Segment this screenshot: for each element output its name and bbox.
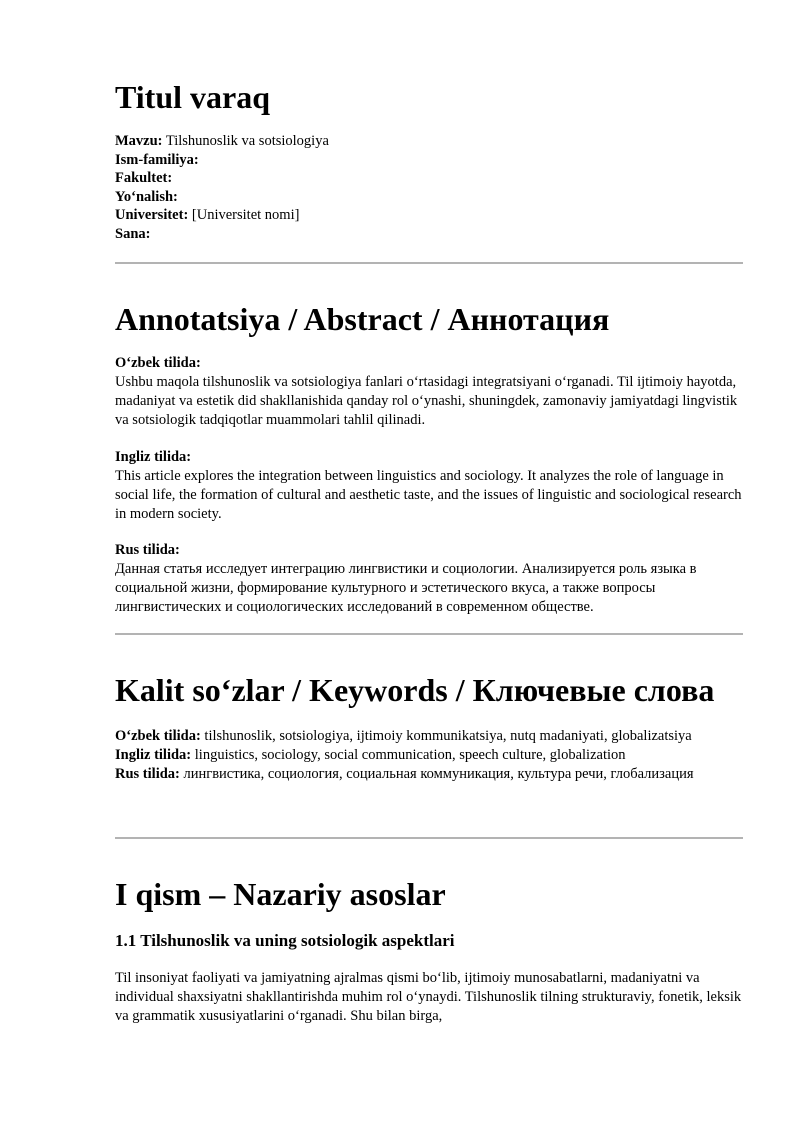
abstract-uz — [115, 354, 743, 430]
field-university — [115, 206, 743, 225]
field-topic-label: Mavzu: — [115, 133, 163, 149]
field-faculty-label: Fakultet: — [115, 170, 173, 187]
section-divider — [115, 633, 743, 635]
keywords-uz — [115, 727, 743, 746]
keywords-list — [115, 727, 743, 784]
section-divider — [115, 837, 743, 839]
field-university-value: [Universitet nomi] — [188, 207, 300, 224]
part1-paragraph: Til insoniyat faoliyati va jamiyatning ajralmas qismi bo‘lib, ijtimoiy munosabatlarni, madaniyatni va individual shaxsiyatni shakllantirishda muhim rol o‘ynaydi. Tilshunoslik tilning strukturaviy, fonetik, leksik va grammatik xususiyatlarini o‘rganadi. Shu bilan birga, — [115, 970, 742, 1024]
abstract-en — [115, 448, 743, 524]
field-faculty — [115, 169, 743, 188]
abstract-en-label: Ingliz tilida: — [115, 449, 192, 465]
abstract-ru — [115, 541, 743, 617]
part1-subheading: 1.1 Tilshunoslik va uning sotsiologik aspektlari — [115, 931, 455, 950]
keywords-ru-label: Rus tilida: — [115, 766, 180, 782]
keywords-en-text: linguistics, sociology, social communication, speech culture, globalization — [191, 747, 626, 763]
field-direction-label: Yo‘nalish: — [115, 188, 178, 205]
keywords-en-label: Ingliz tilida: — [115, 747, 192, 763]
keywords-uz-label: O‘zbek tilida: — [115, 728, 201, 744]
field-university-label: Universitet: — [115, 207, 189, 224]
title-page-fields — [115, 132, 743, 244]
abstract-ru-label: Rus tilida: — [115, 542, 180, 558]
field-full-name — [115, 151, 743, 170]
section-divider — [115, 262, 743, 264]
keywords-en — [115, 746, 743, 765]
abstract-en-text: This article explores the integration between linguistics and sociology. It analyzes the role of language in social life, the formation of cultural and aesthetic taste, and the issues of linguistic and sociological research in modern society. — [115, 468, 742, 522]
field-date — [115, 225, 743, 244]
field-direction — [115, 188, 743, 207]
field-topic — [115, 132, 743, 151]
keywords-ru — [115, 765, 743, 784]
abstract-ru-text: Данная статья исследует интеграцию лингвистики и социологии. Анализируется роль языка в социальной жизни, формирование культурного и эстетического вкуса, а также вопросы лингвистических и социологических исследований в современном обществе. — [115, 561, 697, 615]
keywords-heading: Kalit so‘zlar / Keywords / Ключевые слова — [115, 672, 715, 708]
part1-heading: I qism – Nazariy asoslar — [115, 876, 446, 912]
field-full-name-label: Ism-familiya: — [115, 151, 199, 168]
field-topic-value: Tilshunoslik va sotsiologiya — [162, 133, 329, 149]
keywords-ru-text: лингвистика, социология, социальная коммуникация, культура речи, глобализация — [179, 766, 694, 782]
field-date-label: Sana: — [115, 225, 151, 242]
abstract-uz-label: O‘zbek tilida: — [115, 355, 201, 371]
keywords-uz-text: tilshunoslik, sotsiologiya, ijtimoiy kommunikatsiya, nutq madaniyati, globalizatsiya — [200, 728, 692, 744]
abstract-uz-text: Ushbu maqola tilshunoslik va sotsiologiya fanlari o‘rtasidagi integratsiyani o‘rganadi. Til ijtimoiy hayotda, madaniyat va estetik did shakllanishida qanday rol o‘ynashi, shuningdek, zamonaviy jamiyatdagi lingvistik va sotsiologik tadqiqotlar muammolari tahlil qilinadi. — [115, 374, 738, 428]
abstract-heading: Annotatsiya / Abstract / Аннотация — [115, 301, 610, 337]
title-page-heading: Titul varaq — [115, 79, 270, 115]
